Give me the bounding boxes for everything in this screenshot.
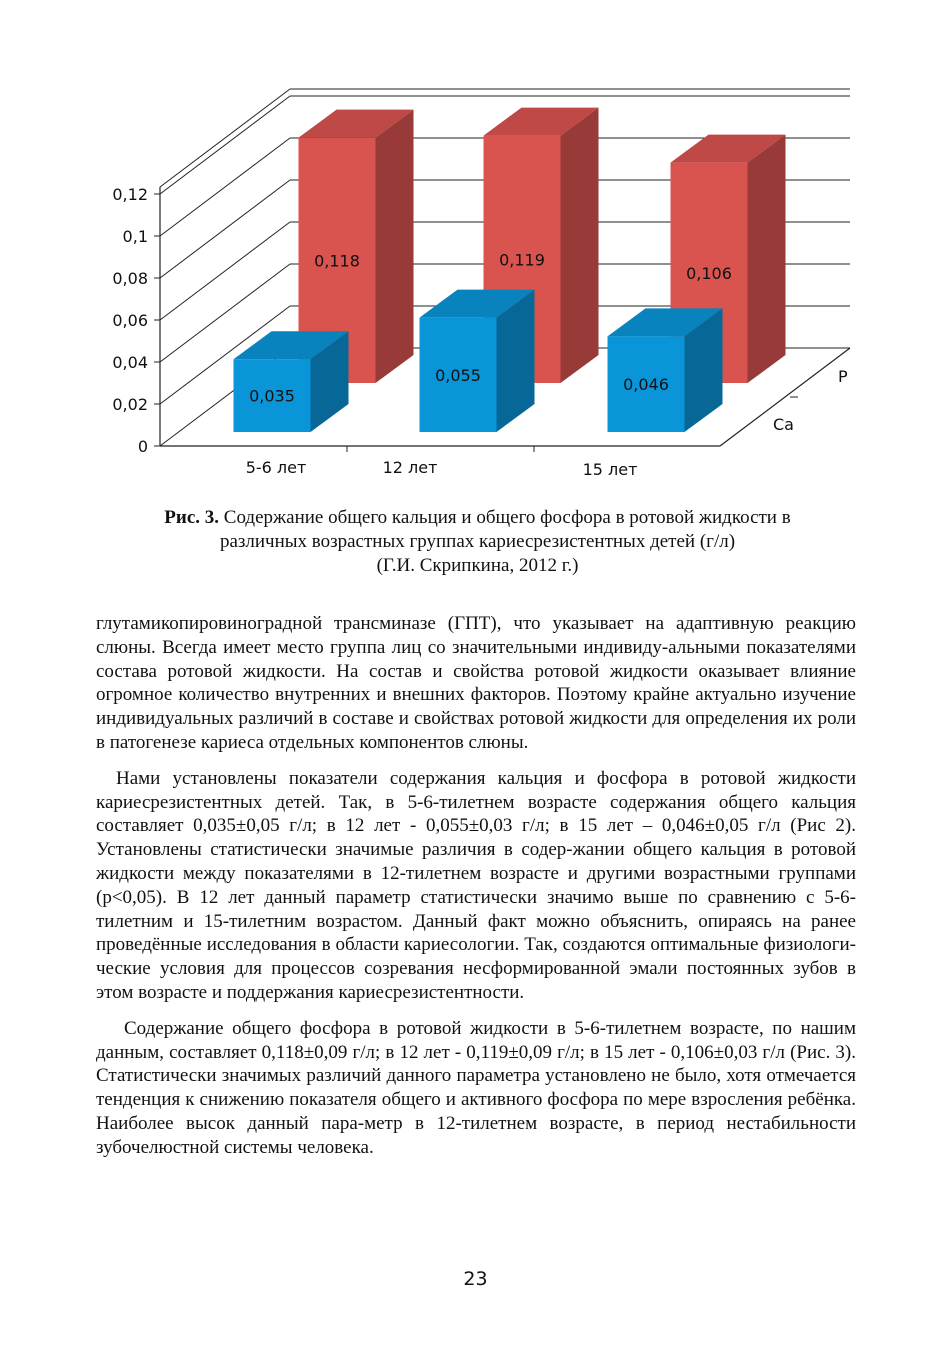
x-category-label: 12 лет: [382, 458, 438, 477]
y-tick-label: 0,06: [112, 311, 148, 330]
figure-label: Рис. 3.: [164, 507, 220, 528]
y-tick-label: 0: [137, 437, 148, 456]
y-axis-ticks: [112, 185, 160, 456]
bar-ca: [234, 331, 349, 432]
paragraph: Содержание общего фосфора в ротовой жидкости в 5-6-тилетнем возрасте, по нашим данным, составляет 0,118±0,09 г/л; в 12 лет - 0,119±0,09 г/л; в 15 лет - 0,106±0,03 г/л (Рис. 3). Статистически значимых различий данного параметра установлено не было, хотя отмечается тенденция к снижению показателя общего и активного фосфора по мере взросления ребёнка. Наиболее высок данный пара-метр в 12-тилетнем возрасте, в период нестабильности зубочелюстной системы человека.: [96, 1017, 856, 1158]
caption-line-2: различных возрастных группах кариесрезистентных детей (г/л): [219, 531, 736, 552]
paragraph: глутамикопировиноградной трансминазе (ГПТ), что указывает на адаптивную реакцию слюны. Всегда имеет место группа лиц со значительными индивиду-альными показателями состава ротовой жидкости. На состав и свойства ротовой жидкости оказывает влияние огромное количество внутренних и внешних факторов. Поэтому крайне актуально изучение индивидуальных различий в составе и свойствах ротовой жидкости для определения их роли в патогенезе кариеса отдельных компонентов слюны.: [96, 613, 856, 753]
body-text: [96, 612, 856, 1172]
gridline-side: [160, 180, 290, 278]
caption-line-1: Содержание общего кальция и общего фосфора в ротовой жидкости в: [223, 507, 791, 528]
y-tick-label: 0,1: [122, 227, 148, 246]
bar-data-label: 0,118: [314, 251, 360, 271]
bar-chart: [0, 0, 951, 500]
y-tick-label: 0,02: [112, 395, 148, 414]
gridline-side: [160, 89, 290, 187]
y-tick-label: 0,12: [112, 185, 148, 204]
bar-data-label: 0,106: [686, 263, 732, 283]
page-number: 23: [463, 1268, 488, 1290]
bar-side-face: [376, 110, 414, 383]
bar-data-label: 0,035: [249, 386, 295, 406]
figure-caption: [100, 506, 855, 578]
chart-bars: [234, 108, 786, 432]
bar-ca: [420, 290, 535, 432]
bar-side-face: [748, 135, 786, 383]
y-tick-label: 0,04: [112, 353, 148, 372]
gridline-side: [160, 222, 290, 320]
bar-ca: [608, 308, 723, 432]
gridline-side: [160, 96, 290, 194]
gridline-side: [160, 138, 290, 236]
bar-data-label: 0,055: [435, 365, 481, 385]
x-category-label: 5-6 лет: [245, 458, 307, 477]
series-label-p: P: [838, 367, 848, 386]
series-label-ca: Ca: [773, 415, 794, 434]
x-category-label: 15 лет: [582, 460, 638, 479]
paragraph: Нами установлены показатели содержания кальция и фосфора в ротовой жидкости кариесрезистентных детей. Так, в 5-6-тилетнем возрасте содержания общего кальция составляет 0,035±0,05 г/л; в 12 лет - 0,055±0,03 г/л; в 15 лет – 0,046±0,05 г/л (Рис 2). Установлены статистически значимые различия в содер-жании общего кальция в ротовой жидкости между показателями в 12-тилетнем возрасте и другими возрастными группами (p<0,05). В 12 лет данный параметр статистически значимо выше по сравнению с 5-6-тилетним и 15-тилетним возрастом. Данный факт можно объяснить, опираясь на ранее проведённые исследования в области кариесологии. Так, создаются оптимальные физиологи-ческие условия для процессов созревания несформированной эмали постоянных зубов в этом возрасте и поддержания кариесрезистентности.: [96, 767, 856, 1003]
bar-data-label: 0,046: [623, 375, 669, 395]
bar-side-face: [561, 108, 599, 383]
x-axis-labels: [246, 458, 638, 479]
y-tick-label: 0,08: [112, 269, 148, 288]
bar-data-label: 0,119: [499, 250, 545, 270]
caption-line-3: (Г.И. Скрипкина, 2012 г.): [376, 555, 579, 576]
